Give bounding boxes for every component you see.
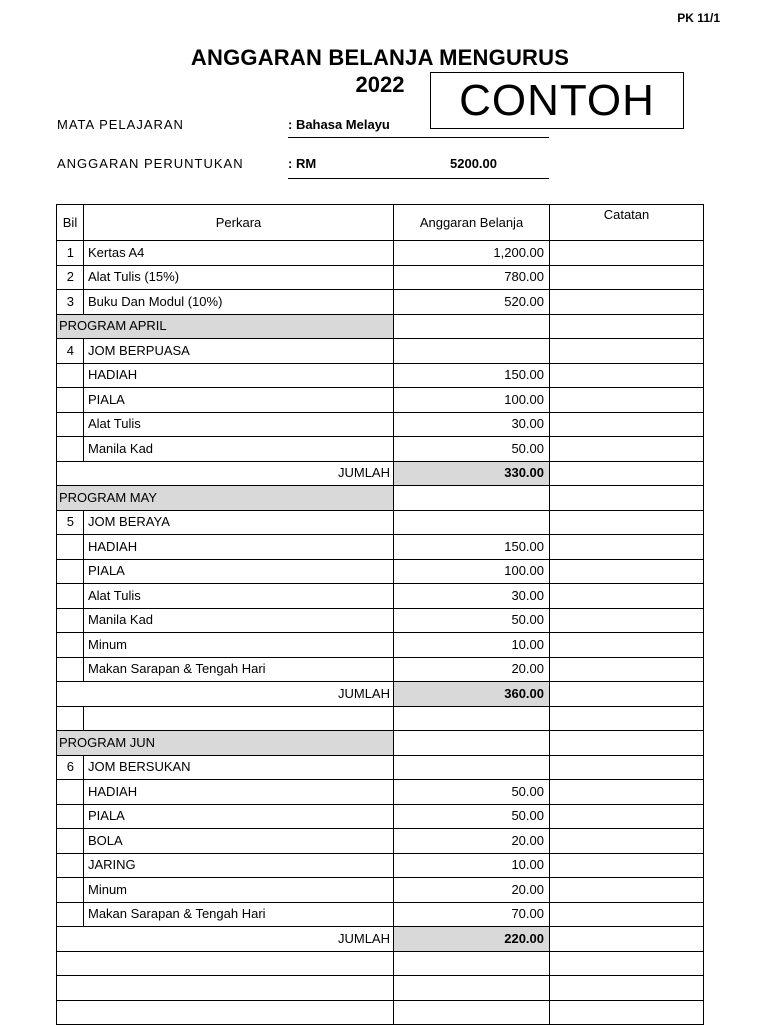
row-note — [550, 682, 704, 707]
row-item: PIALA — [84, 388, 394, 413]
row-item: JOM BERPUASA — [84, 339, 394, 364]
row-number — [57, 633, 84, 658]
row-number — [57, 780, 84, 805]
row-number — [57, 608, 84, 633]
table-row — [57, 363, 704, 388]
header-anggaran: Anggaran Belanja — [394, 205, 550, 241]
row-item: JOM BERAYA — [84, 510, 394, 535]
row-note — [550, 927, 704, 952]
row-item: PIALA — [84, 559, 394, 584]
row-note — [550, 363, 704, 388]
row-amount: 100.00 — [394, 559, 550, 584]
row-note — [550, 878, 704, 903]
row-number — [57, 412, 84, 437]
blank-row — [57, 1000, 704, 1025]
row-amount — [394, 706, 550, 731]
row-note — [550, 706, 704, 731]
table-row — [57, 241, 704, 266]
blank-cell — [550, 1000, 704, 1025]
table-row — [57, 559, 704, 584]
row-item: Minum — [84, 878, 394, 903]
subject-underline — [288, 137, 549, 138]
row-number — [57, 853, 84, 878]
row-note — [550, 731, 704, 756]
table-row — [57, 584, 704, 609]
row-item: HADIAH — [84, 535, 394, 560]
row-amount: 50.00 — [394, 437, 550, 462]
row-note — [550, 559, 704, 584]
allocation-label: ANGGARAN PERUNTUKAN — [57, 156, 244, 171]
row-number — [57, 437, 84, 462]
table-row — [57, 902, 704, 927]
total-label: JUMLAH — [57, 927, 394, 952]
allocation-value: 5200.00 — [450, 156, 497, 171]
table-header-row — [57, 205, 704, 241]
table-row — [57, 633, 704, 658]
table-row — [57, 878, 704, 903]
blank-cell — [394, 976, 550, 1001]
row-item: Manila Kad — [84, 608, 394, 633]
row-item: JOM BERSUKAN — [84, 755, 394, 780]
row-note — [550, 780, 704, 805]
row-item: PIALA — [84, 804, 394, 829]
blank-row — [57, 976, 704, 1001]
row-note — [550, 535, 704, 560]
row-note — [550, 265, 704, 290]
row-item: Alat Tulis (15%) — [84, 265, 394, 290]
total-amount: 220.00 — [394, 927, 550, 952]
total-label: JUMLAH — [57, 461, 394, 486]
row-amount: 30.00 — [394, 412, 550, 437]
table-row — [57, 437, 704, 462]
blank-cell — [394, 951, 550, 976]
row-note — [550, 902, 704, 927]
row-note — [550, 437, 704, 462]
row-number — [57, 706, 84, 731]
row-number — [57, 584, 84, 609]
row-amount: 20.00 — [394, 878, 550, 903]
row-note — [550, 804, 704, 829]
row-note — [550, 584, 704, 609]
row-note — [550, 486, 704, 511]
row-amount — [394, 510, 550, 535]
row-note — [550, 290, 704, 315]
row-amount: 50.00 — [394, 780, 550, 805]
row-item: JARING — [84, 853, 394, 878]
row-amount: 50.00 — [394, 804, 550, 829]
row-note — [550, 388, 704, 413]
total-row — [57, 461, 704, 486]
blank-cell — [57, 951, 394, 976]
row-number: 5 — [57, 510, 84, 535]
table-row — [57, 829, 704, 854]
row-number — [57, 878, 84, 903]
row-note — [550, 412, 704, 437]
row-amount: 30.00 — [394, 584, 550, 609]
table-row — [57, 510, 704, 535]
blank-cell — [550, 976, 704, 1001]
table-row — [57, 265, 704, 290]
header-perkara: Perkara — [84, 205, 394, 241]
row-amount: 20.00 — [394, 657, 550, 682]
row-item: Makan Sarapan & Tengah Hari — [84, 902, 394, 927]
row-amount: 10.00 — [394, 633, 550, 658]
row-item: Makan Sarapan & Tengah Hari — [84, 657, 394, 682]
row-note — [550, 461, 704, 486]
row-note — [550, 755, 704, 780]
row-note — [550, 339, 704, 364]
row-number: 6 — [57, 755, 84, 780]
budget-table — [56, 204, 704, 1025]
row-number — [57, 388, 84, 413]
row-amount: 1,200.00 — [394, 241, 550, 266]
table-row — [57, 388, 704, 413]
program-header-row — [57, 314, 704, 339]
row-note — [550, 829, 704, 854]
header-bil: Bil — [57, 205, 84, 241]
row-number — [57, 902, 84, 927]
blank-cell — [550, 951, 704, 976]
table-row — [57, 706, 704, 731]
row-number — [57, 535, 84, 560]
row-amount: 520.00 — [394, 290, 550, 315]
blank-row — [57, 951, 704, 976]
row-note — [550, 633, 704, 658]
budget-table-body — [57, 205, 704, 1025]
program-header-row — [57, 486, 704, 511]
row-note — [550, 241, 704, 266]
table-row — [57, 755, 704, 780]
blank-cell — [57, 976, 394, 1001]
row-number: 3 — [57, 290, 84, 315]
row-note — [550, 853, 704, 878]
row-amount: 10.00 — [394, 853, 550, 878]
row-amount: 70.00 — [394, 902, 550, 927]
header-catatan: Catatan — [550, 205, 704, 241]
row-item: BOLA — [84, 829, 394, 854]
row-item: HADIAH — [84, 363, 394, 388]
row-number — [57, 363, 84, 388]
page-title: ANGGARAN BELANJA MENGURUS — [190, 45, 570, 70]
row-amount: 150.00 — [394, 535, 550, 560]
form-code: PK 11/1 — [677, 11, 720, 25]
table-row — [57, 780, 704, 805]
row-item: Buku Dan Modul (10%) — [84, 290, 394, 315]
subject-label: MATA PELAJARAN — [57, 117, 184, 132]
total-row — [57, 927, 704, 952]
row-amount: 20.00 — [394, 829, 550, 854]
table-row — [57, 804, 704, 829]
total-label: JUMLAH — [57, 682, 394, 707]
row-note — [550, 657, 704, 682]
table-row — [57, 339, 704, 364]
row-number — [57, 804, 84, 829]
program-label: PROGRAM JUN — [57, 731, 394, 756]
page-year: 2022 — [355, 72, 405, 97]
row-amount: 780.00 — [394, 265, 550, 290]
allocation-prefix: : RM — [288, 156, 317, 171]
sample-stamp: CONTOH — [430, 72, 684, 129]
table-row — [57, 853, 704, 878]
table-row — [57, 657, 704, 682]
row-item: Alat Tulis — [84, 412, 394, 437]
table-row — [57, 535, 704, 560]
row-number: 4 — [57, 339, 84, 364]
row-number — [57, 559, 84, 584]
row-amount: 100.00 — [394, 388, 550, 413]
row-item: Alat Tulis — [84, 584, 394, 609]
row-amount — [394, 314, 550, 339]
row-amount — [394, 731, 550, 756]
blank-cell — [394, 1000, 550, 1025]
row-number: 1 — [57, 241, 84, 266]
program-label: PROGRAM MAY — [57, 486, 394, 511]
row-item: Minum — [84, 633, 394, 658]
row-item: Manila Kad — [84, 437, 394, 462]
program-header-row — [57, 731, 704, 756]
allocation-underline — [288, 178, 549, 179]
table-row — [57, 290, 704, 315]
row-note — [550, 314, 704, 339]
row-amount: 50.00 — [394, 608, 550, 633]
row-number — [57, 829, 84, 854]
row-amount — [394, 755, 550, 780]
row-note — [550, 608, 704, 633]
table-row — [57, 608, 704, 633]
row-amount — [394, 339, 550, 364]
blank-cell — [57, 1000, 394, 1025]
row-item — [84, 706, 394, 731]
row-number — [57, 657, 84, 682]
row-amount: 150.00 — [394, 363, 550, 388]
total-amount: 360.00 — [394, 682, 550, 707]
total-amount: 330.00 — [394, 461, 550, 486]
row-item: Kertas A4 — [84, 241, 394, 266]
program-label: PROGRAM APRIL — [57, 314, 394, 339]
row-note — [550, 510, 704, 535]
row-amount — [394, 486, 550, 511]
total-row — [57, 682, 704, 707]
table-row — [57, 412, 704, 437]
row-number: 2 — [57, 265, 84, 290]
row-item: HADIAH — [84, 780, 394, 805]
subject-value: : Bahasa Melayu — [288, 117, 390, 132]
